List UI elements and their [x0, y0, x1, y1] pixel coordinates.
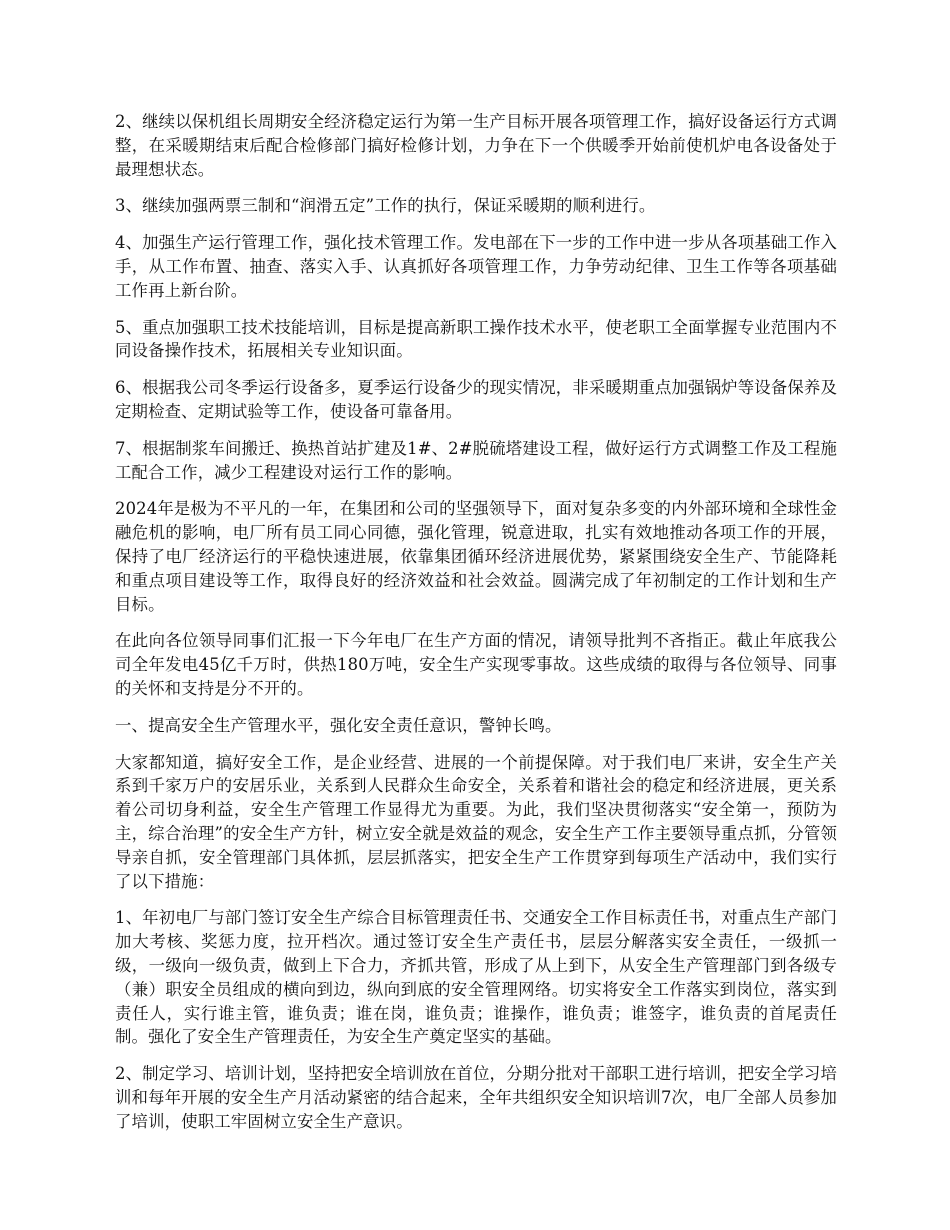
- paragraph-safety-overview: 大家都知道，搞好安全工作，是企业经营、进展的一个前提保障。对于我们电厂来讲，安全生产关系到千家万户的安居乐业，关系到人民群众生命安全，关系着和谐社会的稳定和经济进展，更关系着公司切身利益，安全生产管理工作显得尤为重要。为此，我们坚决贯彻落实“安全第一，预防为主，综合治理”的安全生产方针，树立安全就是效益的观念，安全生产工作主要领导重点抓，分管领导亲自抓，安全管理部门具体抓，层层抓落实，把安全生产工作贯穿到每项生产活动中，我们实行了以下措施：: [115, 752, 837, 891]
- paragraph-safety-measure-1: 1、年初电厂与部门签订安全生产综合目标管理责任书、交通安全工作目标责任书，对重点生产部门加大考核、奖惩力度，拉开档次。通过签订安全生产责任书，层层分解落实安全责任，一级抓一级，一级向一级负责，做到上下合力，齐抓共管，形成了从上到下，从安全生产管理部门到各级专（兼）职安全员组成的横向到边，纵向到底的安全管理网络。切实将安全工作落实到岗位，落实到责任人，实行谁主管，谁负责；谁在岗，谁负责；谁操作，谁负责；谁签字，谁负责的首尾责任制。强化了安全生产管理责任，为安全生产奠定坚实的基础。: [115, 908, 837, 1047]
- paragraph-plan-item-5: 5、重点加强职工技术技能培训，目标是提高新职工操作技术水平，使老职工全面掌握专业范围内不同设备操作技术，拓展相关专业知识面。: [115, 317, 837, 361]
- paragraph-plan-item-4: 4、加强生产运行管理工作，强化技术管理工作。发电部在下一步的工作中进一步从各项基础工作入手，从工作布置、抽查、落实入手、认真抓好各项管理工作，力争劳动纪律、卫生工作等各项基础工作再上新台阶。: [115, 233, 837, 300]
- paragraph-safety-measure-2: 2、制定学习、培训计划，坚持把安全培训放在首位，分期分批对干部职工进行培训，把安全学习培训和每年开展的安全生产月活动紧密的结合起来，全年共组织安全知识培训7次，电厂全部人员参加了培训，使职工牢固树立安全生产意识。: [115, 1064, 837, 1131]
- paragraph-plan-item-7: 7、根据制浆车间搬迁、换热首站扩建及1#、2#脱硫塔建设工程，做好运行方式调整工作及工程施工配合工作，减少工程建设对运行工作的影响。: [115, 438, 837, 482]
- paragraph-year-summary: 2024年是极为不平凡的一年，在集团和公司的坚强领导下，面对复杂多变的内外部环境和全球性金融危机的影响，电厂所有员工同心同德，强化管理，锐意进取，扎实有效地推动各项工作的开展，保持了电厂经济运行的平稳快速进展，依靠集团循环经济进展优势，紧紧围绕安全生产、节能降耗和重点项目建设等工作，取得良好的经济效益和社会效益。圆满完成了年初制定的工作计划和生产目标。: [115, 499, 837, 614]
- paragraph-report-intro: 在此向各位领导同事们汇报一下今年电厂在生产方面的情况，请领导批判不吝指正。截止年底我公司全年发电45亿千万时，供热180万吨，安全生产实现零事故。这些成绩的取得与各位领导、同事的关怀和支持是分不开的。: [115, 631, 837, 698]
- document-page: [115, 110, 837, 1146]
- paragraph-plan-item-2: 2、继续以保机组长周期安全经济稳定运行为第一生产目标开展各项管理工作，搞好设备运行方式调整，在采暖期结束后配合检修部门搞好检修计划，力争在下一个供暖季开始前使机炉电各设备处于最理想状态。: [115, 112, 837, 179]
- paragraph-plan-item-6: 6、根据我公司冬季运行设备多，夏季运行设备少的现实情况，非采暖期重点加强锅炉等设备保养及定期检查、定期试验等工作，使设备可靠备用。: [115, 378, 837, 421]
- paragraph-plan-item-3: 3、继续加强两票三制和“润滑五定”工作的执行，保证采暖期的顺利进行。: [115, 196, 656, 216]
- section-heading-safety: 一、提高安全生产管理水平，强化安全责任意识，警钟长鸣。: [115, 715, 562, 735]
